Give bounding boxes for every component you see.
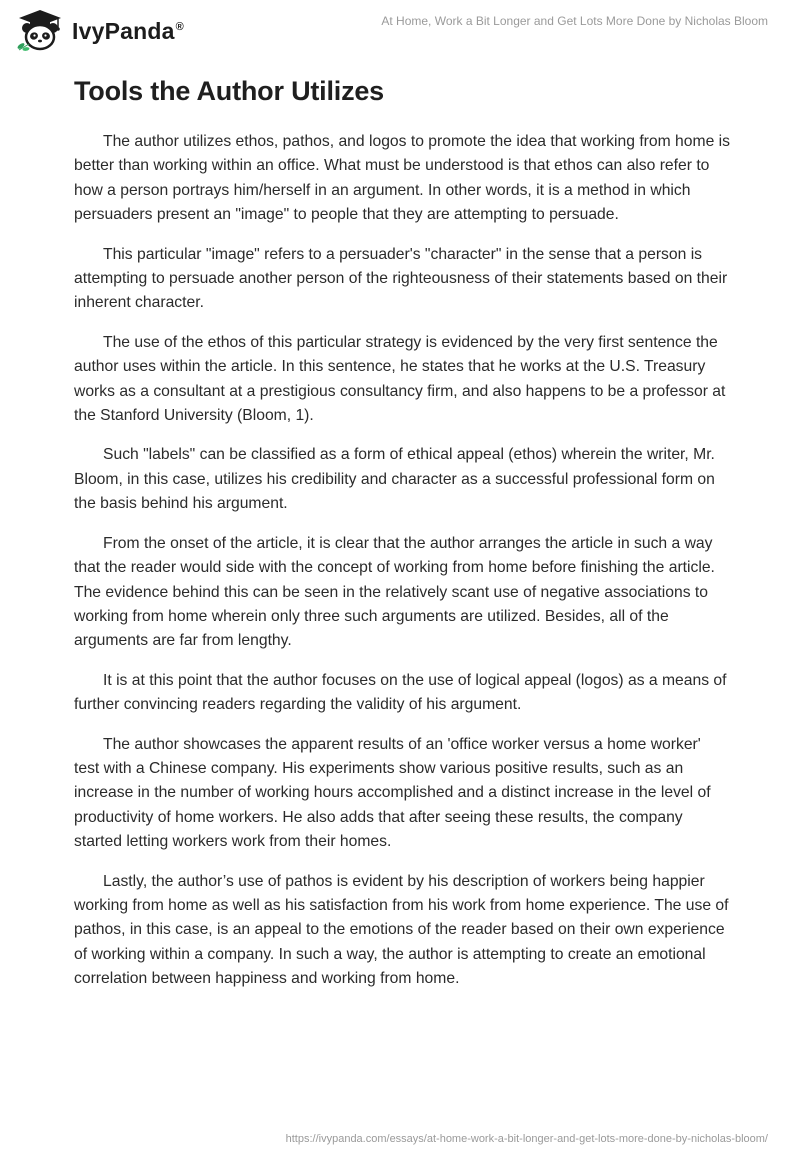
brand-logo[interactable] [14, 8, 184, 52]
source-url[interactable]: https://ivypanda.com/essays/at-home-work-a-bit-longer-and-get-lots-more-done-by-nicholas-bloom/ [285, 1133, 768, 1145]
paragraph: The author showcases the apparent results of an 'office worker versus a home worker' test with a Chinese company. His experiments show various positive results, such as an increase in the number of working hours accomplished and a distinct increase in the level of productivity of home workers. He also adds that after seeing these results, the company started letting workers work from their homes. [74, 735, 711, 851]
brand-name [72, 18, 184, 45]
article-body [74, 74, 730, 1007]
registered-mark: ® [175, 20, 184, 33]
document-title: At Home, Work a Bit Longer and Get Lots More Done by Nicholas Bloom [381, 14, 768, 28]
paragraph: The use of the ethos of this particular strategy is evidenced by the very first sentence the author uses within the article. In this sentence, he states that he works at the U.S. Treasury works as a consultant at a prestigious consultancy firm, and also happens to be a professor at the Stanford University (Bloom, 1). [74, 333, 726, 425]
paragraph: This particular "image" refers to a persuader's "character" in the sense that a person is attempting to persuade another person of the righteousness of their statements based on their inherent character. [74, 245, 728, 312]
brand-name-text: IvyPanda [72, 17, 175, 44]
paragraph: The author utilizes ethos, pathos, and logos to promote the idea that working from home is better than working within an office. What must be understood is that ethos can also refer to how a person portrays him/herself in an argument. In other words, it is a method in which persuaders present an "image" to people that they are attempting to persuade. [74, 133, 730, 224]
paragraph: Such "labels" can be classified as a form of ethical appeal (ethos) wherein the writer, Mr. Bloom, in this case, utilizes his credibility and character as a successful professional form on the basis behind his argument. [74, 446, 715, 513]
paragraph: It is at this point that the author focuses on the use of logical appeal (logos) as a means of further convincing readers regarding the validity of his argument. [74, 671, 727, 714]
paragraph: Lastly, the author’s use of pathos is evident by his description of workers being happier working from home as well as his satisfaction from his work from home experience. The use of pathos, in this case, is an appeal to the emotions of the reader based on their own experience of working within a company. In such a way, the author is attempting to create an emotional correlation between happiness and working from home. [74, 872, 729, 988]
panda-graduate-icon [14, 8, 66, 52]
section-heading: Tools the Author Utilizes [74, 76, 384, 106]
paragraph: From the onset of the article, it is clear that the author arranges the article in such a way that the reader would side with the concept of working from home before finishing the article. The evidence behind this can be seen in the relatively scant use of negative associations to working from home wherein only three such arguments are utilized. Besides, all of the arguments are far from lengthy. [74, 534, 715, 650]
page-header [0, 0, 800, 60]
